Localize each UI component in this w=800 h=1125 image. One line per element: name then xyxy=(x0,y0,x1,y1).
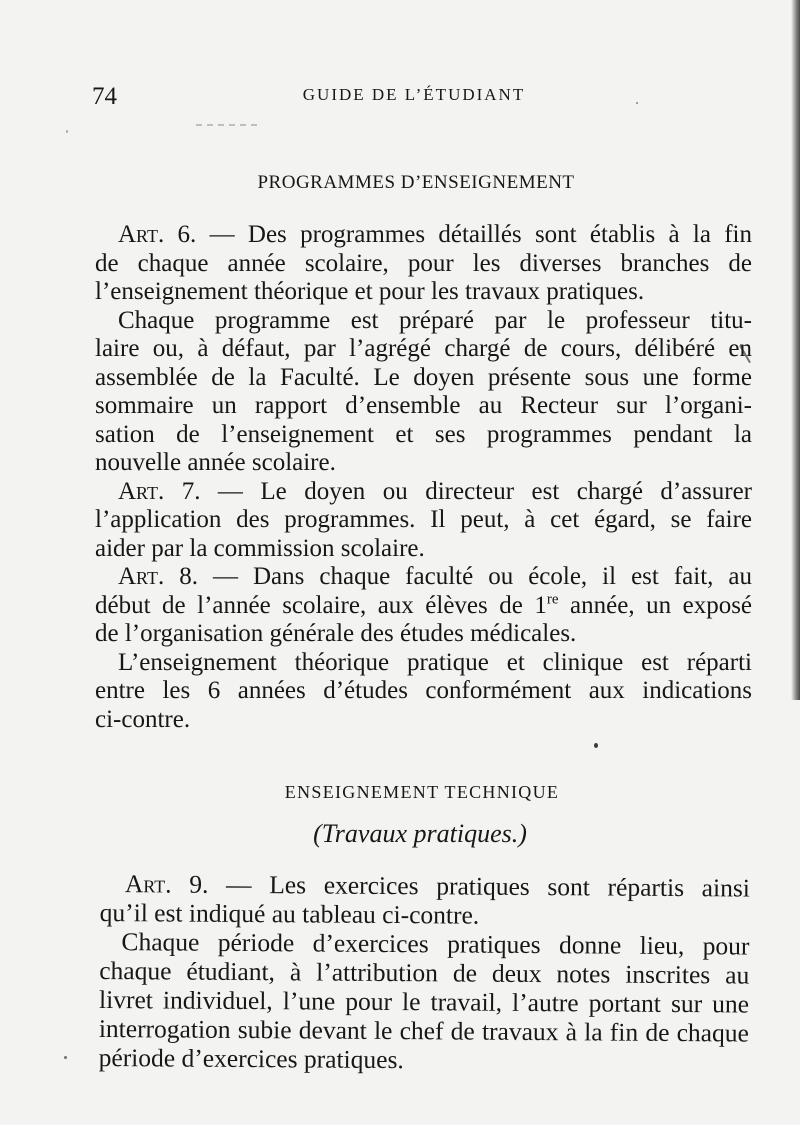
text-line: ci-contre. xyxy=(95,705,191,733)
article-label: Art. xyxy=(124,869,172,899)
text-line: nouvelle année scolaire. xyxy=(95,449,336,476)
section-body xyxy=(95,221,752,734)
text-line: qu’il est indiqué au tableau ci-contre. xyxy=(99,897,480,930)
text-line xyxy=(95,478,752,507)
text-line: L’enseignement théorique pratique et clinique est réparti xyxy=(118,648,752,676)
paragraph xyxy=(95,649,752,735)
scan-speck xyxy=(636,102,638,104)
text-line: l’application des programmes. Il peut, à cet égard, se faire xyxy=(95,506,752,533)
running-head-title: GUIDE DE L’ÉTUDIANT xyxy=(302,85,526,104)
scan-speck xyxy=(66,130,68,133)
text-line xyxy=(95,563,752,592)
text-line: assemblée de la Faculté. Le doyen présente sous une forme xyxy=(95,363,752,391)
article-8-paragraph xyxy=(95,563,752,649)
scan-speck xyxy=(594,743,598,748)
article-label: Art. xyxy=(118,477,165,505)
text-line xyxy=(95,221,752,250)
ordinal-superscript: re xyxy=(546,591,559,608)
text-line xyxy=(95,592,752,621)
text-line: période d’exercices pratiques. xyxy=(98,1042,404,1075)
scan-speck xyxy=(64,1056,67,1059)
text-line: sommaire un rapport d’ensemble au Recteur sur l’organi- xyxy=(95,392,752,419)
text-segment: début de l’année scolaire, aux élèves de 1 xyxy=(95,591,547,619)
section-subheading: (Travaux pratiques.) xyxy=(313,819,527,848)
text-line: chaque étudiant, à l’attribution de deux notes inscrites au xyxy=(99,955,750,990)
article-label: Art. xyxy=(118,563,165,590)
text-line: livret individuel, l’une pour le travail, l’autre portant sur une xyxy=(98,984,750,1019)
text-line: de l’organisation générale des études médicales. xyxy=(95,620,577,647)
text-segment: 9. — Les exercices pratiques sont répartis ainsi xyxy=(189,869,750,903)
paragraph xyxy=(95,307,752,478)
text-line: laire ou, à défaut, par l’agrégé chargé de cours, délibéré en xyxy=(95,335,752,362)
text-line: sation de l’enseignement et ses programmes pendant la xyxy=(95,420,752,448)
text-line: aider par la commission scolaire. xyxy=(95,534,425,562)
text-line: Chaque période d’exercices pratiques donne lieu, pour xyxy=(121,927,750,961)
section-heading: PROGRAMMES D’ENSEIGNEMENT xyxy=(257,172,575,193)
text-line: interrogation subie devant le chef de travaux à la fin de chaque xyxy=(98,1013,749,1048)
text-line: de chaque année scolaire, pour les diverses branches de xyxy=(95,249,752,277)
section-body xyxy=(99,869,750,1077)
text-line xyxy=(100,869,750,903)
text-segment: 7. — Le doyen ou directeur est chargé d’assurer xyxy=(181,477,753,505)
text-line: l’enseignement théorique et pour les travaux pratiques. xyxy=(95,278,645,305)
article-9-paragraph xyxy=(100,869,750,932)
scan-speck xyxy=(196,124,258,126)
text-line: Chaque programme est préparé par le professeur titu- xyxy=(118,306,752,334)
text-segment: 8. — Dans chaque faculté ou école, il est fait, au xyxy=(179,563,753,590)
article-label: Art. xyxy=(118,221,165,248)
text-line: entre les 6 années d’études conformément aux indications xyxy=(95,677,752,704)
text-segment: 6. — Des programmes détaillés sont établis à la fin xyxy=(177,221,752,248)
article-6-paragraph xyxy=(95,221,752,307)
section-heading: ENSEIGNEMENT TECHNIQUE xyxy=(284,782,560,802)
page-number: 74 xyxy=(92,83,117,110)
text-segment: année, un exposé xyxy=(570,591,753,619)
article-7-paragraph xyxy=(95,478,752,564)
paragraph xyxy=(99,927,750,1077)
page-edge-shadow xyxy=(791,0,800,700)
